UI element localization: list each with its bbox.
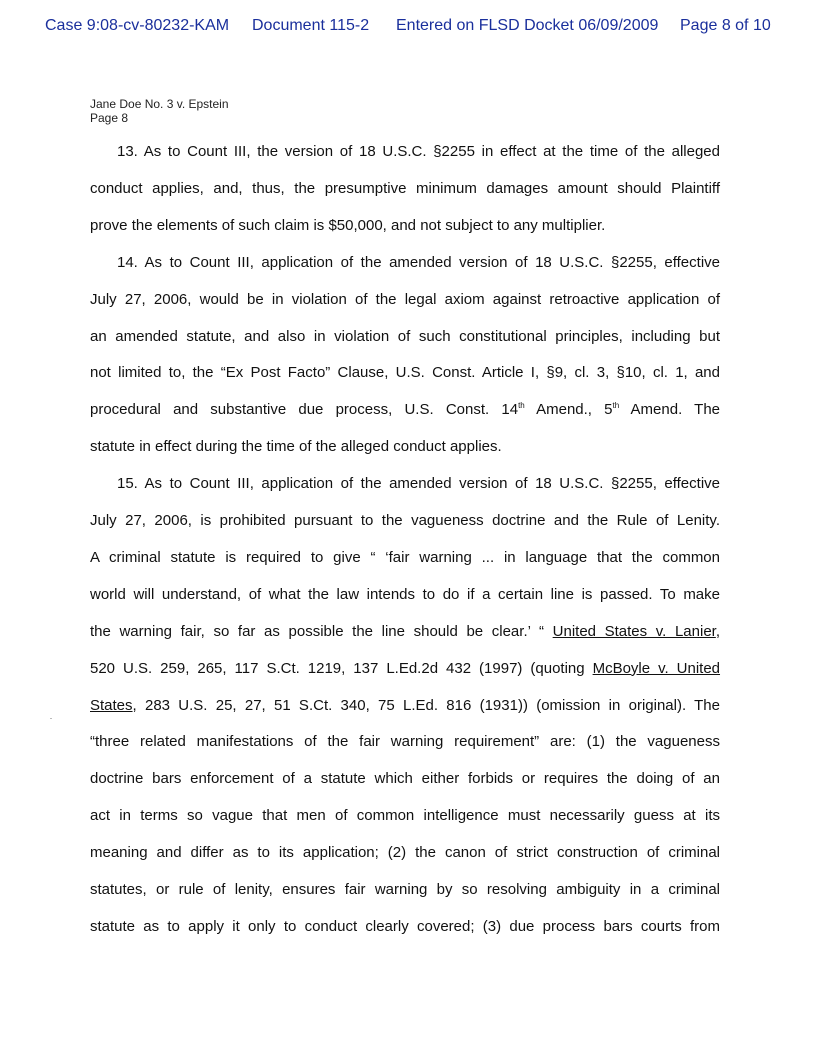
paragraph-2-line (117, 253, 720, 273)
paragraph-2-line (90, 327, 720, 347)
paragraph-2-line (90, 400, 720, 420)
paragraph-3-line (117, 474, 720, 494)
paragraph-1-line (117, 142, 720, 162)
paragraph-3-line (90, 917, 720, 937)
text-run: July 27, 2006, would be in violation of the legal axiom against retroactive application of (90, 290, 720, 308)
paragraph-3-line (90, 769, 720, 789)
case-citation: States (90, 696, 133, 714)
text-run: July 27, 2006, is prohibited pursuant to the vagueness doctrine and the Rule of Lenity. (90, 512, 720, 529)
paragraph-3-line (90, 622, 720, 642)
ordinal-suffix: th (612, 401, 620, 411)
text-run: 13. As to Count III, the version of 18 U.S.C. §2255 in effect at the time of the alleged (117, 143, 720, 160)
text-run: , 283 U.S. 25, 27, 51 S.Ct. 340, 75 L.Ed. 816 (1931)) (omission in original). The (132, 696, 720, 714)
page-count: Page 8 of 10 (680, 17, 771, 34)
document-number: Document 115-2 (252, 17, 370, 34)
scan-speck (50, 718, 52, 719)
case-citation: McBoyle v. United (592, 659, 721, 677)
text-run: prove the elements of such claim is $50,000, and not subject to any multiplier. (90, 216, 606, 234)
text-run: Amend. The (619, 401, 720, 419)
text-run: 15. As to Count III, application of the amended version of 18 U.S.C. §2255, effective (117, 475, 720, 493)
text-run: A criminal statute is required to give “ ‘fair warning ... in language that the common (90, 548, 720, 566)
text-run: , (715, 622, 720, 640)
paragraph-3-line (90, 659, 720, 679)
text-run: “three related manifestations of the fair warning requirement” are: (1) the vagueness (90, 733, 720, 751)
entered-date: Entered on FLSD Docket 06/09/2009 (396, 17, 659, 34)
text-run: the warning fair, so far as possible the line should be clear.’ “ (90, 622, 553, 640)
text-run: not limited to, the “Ex Post Facto” Clause, U.S. Const. Article I, §9, cl. 3, §10, cl. 1, and (90, 364, 720, 382)
text-run: conduct applies, and, thus, the presumptive minimum damages amount should Plaintiff (90, 179, 720, 197)
text-run: doctrine bars enforcement of a statute which either forbids or requires the doing of an (90, 770, 720, 788)
text-run: world will understand, of what the law intends to do if a certain line is passed. To make (90, 585, 720, 603)
text-run: Amend., 5 (524, 401, 613, 419)
text-run: meaning and differ as to its application; (2) the canon of strict construction of criminal (90, 844, 720, 862)
paragraph-3-line (90, 696, 720, 716)
paragraph-1-line (90, 179, 720, 199)
text-run: statutes, or rule of lenity, ensures fair warning by so resolving ambiguity in a criminal (90, 881, 720, 898)
paragraph-3-line (90, 806, 720, 826)
case-caption: Jane Doe No. 3 v. Epstein (90, 97, 229, 111)
text-run: statute in effect during the time of the alleged conduct applies. (90, 438, 502, 456)
case-number: Case 9:08-cv-80232-KAM (45, 17, 230, 34)
text-run: 520 U.S. 259, 265, 117 S.Ct. 1219, 137 L.Ed.2d 432 (1997) (quoting (90, 659, 593, 677)
running-header (90, 97, 229, 125)
text-run: statute as to apply it only to conduct clearly covered; (3) due process bars courts from (90, 917, 720, 935)
text-run: act in terms so vague that men of common intelligence must necessarily guess at its (90, 807, 720, 825)
paragraph-3-line (90, 585, 720, 605)
text-run: an amended statute, and also in violation of such constitutional principles, including but (90, 327, 720, 345)
text-run: 14. As to Count III, application of the amended version of 18 U.S.C. §2255, effective (117, 253, 720, 271)
paragraph-1-line (90, 216, 720, 236)
paragraph-2-line (90, 437, 720, 457)
paragraph-3-line (90, 511, 720, 531)
paragraph-2-line (90, 363, 720, 383)
paragraph-2-line (90, 290, 720, 310)
page-label: Page 8 (90, 111, 129, 125)
paragraph-3-line (90, 548, 720, 568)
case-citation: United States v. Lanier (552, 622, 716, 640)
ordinal-suffix: th (518, 401, 525, 411)
paragraph-3-line (90, 732, 720, 752)
text-run: procedural and substantive due process, U.S. Const. 14 (90, 401, 519, 419)
paragraph-3-line (90, 880, 720, 900)
paragraph-3-line (90, 843, 720, 863)
